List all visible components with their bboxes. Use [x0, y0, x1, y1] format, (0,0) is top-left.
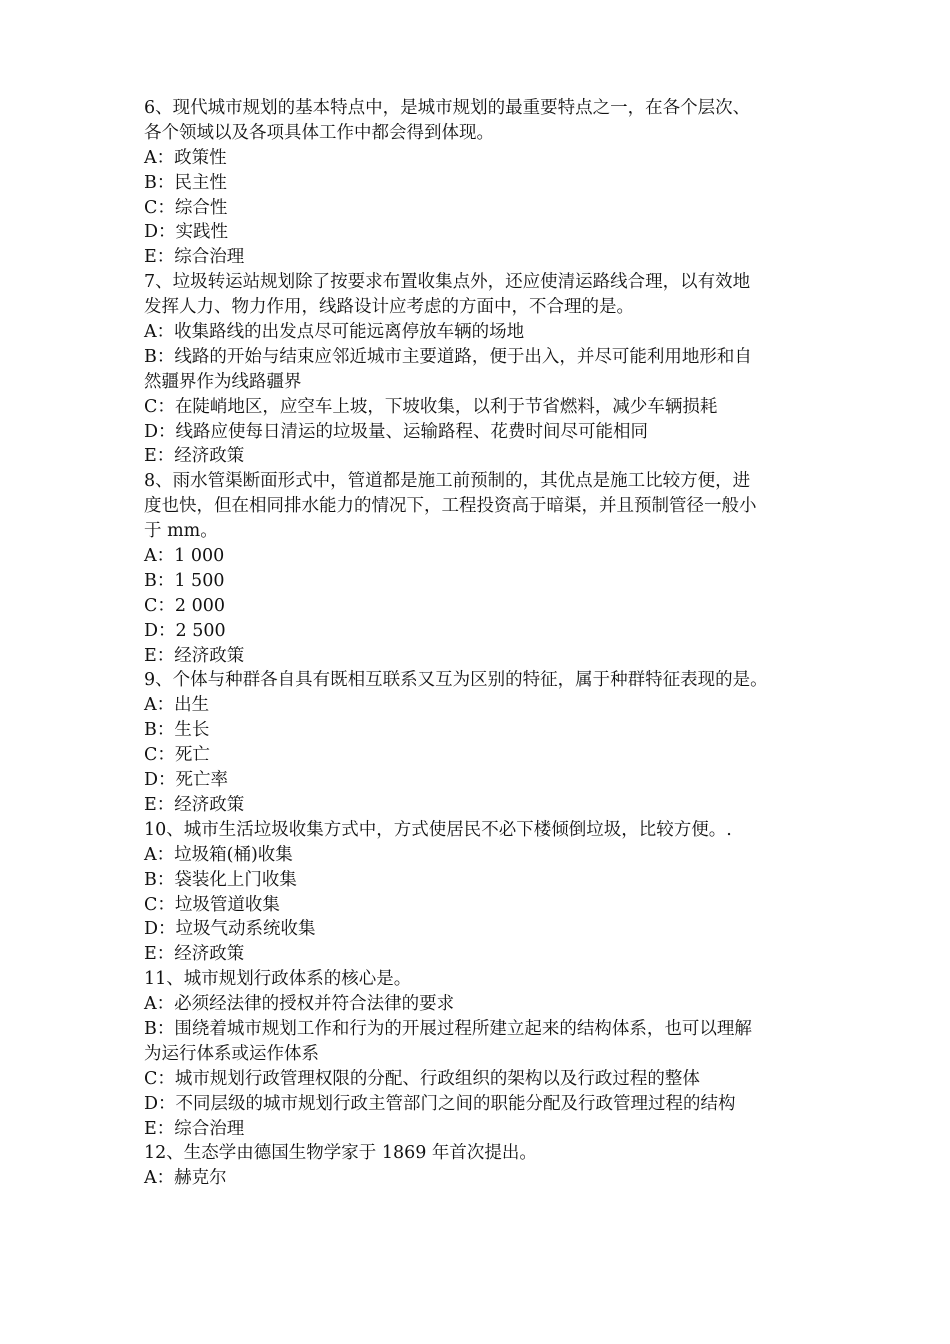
option-d: D：不同层级的城市规划行政主管部门之间的职能分配及行政管理过程的结构	[144, 1093, 736, 1114]
option-d: D：线路应使每日清运的垃圾量、运输路程、花费时间尽可能相同	[144, 421, 649, 442]
option-d: D：死亡率	[144, 770, 229, 791]
question-text-line: 9、个体与种群各自具有既相互联系又互为区别的特征，属于种群特征表现的是。	[144, 670, 768, 691]
option-a: A：垃圾箱(桶)收集	[144, 844, 293, 865]
question-6	[144, 96, 809, 270]
option-a: A：收集路线的出发点尽可能远离停放车辆的场地	[144, 322, 525, 343]
document-page	[144, 96, 809, 1191]
option-b: B：袋装化上门收集	[144, 869, 297, 890]
question-8	[144, 469, 809, 668]
option-d: D：垃圾气动系统收集	[144, 919, 316, 940]
option-e: E：综合治理	[144, 1118, 245, 1139]
option-d: D：实践性	[144, 222, 229, 243]
question-text-line: 7、垃圾转运站规划除了按要求布置收集点外，还应使清运路线合理，以有效地	[144, 272, 751, 293]
option-e: E：经济政策	[144, 645, 245, 666]
option-e: E：经济政策	[144, 794, 245, 815]
question-text-line: 8、雨水管渠断面形式中，管道都是施工前预制的，其优点是施工比较方便，进	[144, 471, 751, 492]
option-b: B：围绕着城市规划工作和行为的开展过程所建立起来的结构体系，也可以理解	[144, 1018, 752, 1039]
option-e: E：经济政策	[144, 944, 245, 965]
question-text-line: 12、生态学由德国生物学家于 1869 年首次提出。	[144, 1143, 537, 1164]
option-a: A：必须经法律的授权并符合法律的要求	[144, 994, 455, 1015]
option-b-continued: 然疆界作为线路疆界	[144, 371, 302, 392]
option-b: B：民主性	[144, 172, 227, 193]
question-text-line: 各个领域以及各项具体工作中都会得到体现。	[144, 122, 494, 143]
option-b: B：1 500	[144, 570, 225, 591]
option-a: A：出生	[144, 695, 210, 716]
question-text-line: 10、城市生活垃圾收集方式中，方式使居民不必下楼倾倒垃圾，比较方便。.	[144, 819, 732, 840]
question-text-line: 11、城市规划行政体系的核心是。	[144, 969, 412, 990]
option-e: E：综合治理	[144, 247, 245, 268]
option-a: A：1 000	[144, 546, 225, 567]
question-11	[144, 967, 809, 1141]
option-c: C：2 000	[144, 595, 225, 616]
question-text-line: 6、现代城市规划的基本特点中，是城市规划的最重要特点之一，在各个层次、	[144, 98, 751, 118]
question-9	[144, 668, 809, 817]
option-c: C：城市规划行政管理权限的分配、行政组织的架构以及行政过程的整体	[144, 1068, 700, 1089]
option-c: C：在陡峭地区，应空车上坡，下坡收集，以利于节省燃料，减少车辆损耗	[144, 396, 718, 417]
option-a: A：政策性	[144, 147, 227, 168]
option-c: C：死亡	[144, 745, 210, 766]
question-text-line: 于 mm。	[144, 521, 218, 542]
option-b-continued: 为运行体系或运作体系	[144, 1043, 319, 1064]
option-b: B：线路的开始与结束应邻近城市主要道路，便于出入，并尽可能利用地形和自	[144, 346, 752, 367]
option-e: E：经济政策	[144, 446, 245, 467]
question-text-line: 度也快，但在相同排水能力的情况下，工程投资高于暗渠，并且预制管径一般小	[144, 496, 757, 517]
question-10	[144, 818, 809, 967]
option-c: C：垃圾管道收集	[144, 894, 280, 915]
question-12	[144, 1141, 809, 1191]
option-b: B：生长	[144, 720, 210, 741]
option-c: C：综合性	[144, 197, 228, 218]
option-a: A：赫克尔	[144, 1168, 227, 1189]
option-d: D：2 500	[144, 620, 226, 641]
question-text-line: 发挥人力、物力作用，线路设计应考虑的方面中，不合理的是。	[144, 297, 634, 318]
question-7	[144, 270, 809, 469]
